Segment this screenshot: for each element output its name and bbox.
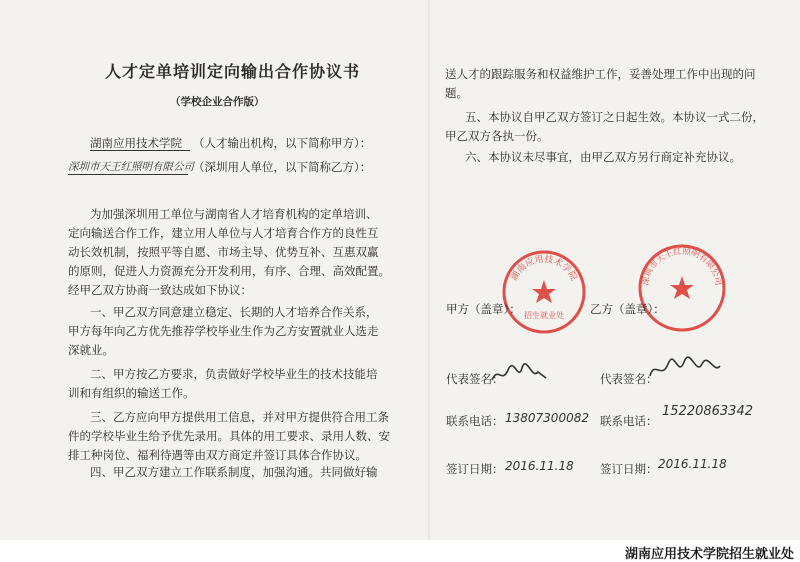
party-b-phone-label: 联系电话：	[600, 414, 658, 428]
party-b-name-handwritten: 深圳市天王红照明有限公司	[68, 161, 194, 173]
watermark-text: 湖南应用技术学院招生就业处	[624, 547, 794, 562]
party-b-date-label: 签订日期：	[600, 462, 658, 476]
clause-line: 件的学校毕业生给予优先录用。具体的用工要求、录用人数、安	[68, 429, 390, 443]
party-a-name: 湖南应用技术学院	[90, 136, 190, 151]
party-a-seal	[500, 248, 588, 336]
page-fold-shadow	[428, 0, 431, 540]
svg-text:湖南应用技术学院	[508, 253, 579, 283]
party-b-seal	[636, 242, 728, 334]
intro-line: 经甲乙双方协商一致达成如下协议：	[68, 283, 252, 297]
clause-line: 送人才的跟踪服务和权益维护工作，妥善处理工作中出现的问	[445, 67, 756, 81]
party-b-seal-label: 乙方（盖章）：	[590, 302, 665, 316]
party-b-phone: 15220863342	[662, 404, 753, 419]
clause-line: 排工种岗位、福利待遇等由双方商定并签订具体合作协议。	[68, 448, 367, 462]
intro-line: 为加强深圳用工单位与湖南省人才培育机构的定单培训、	[90, 207, 378, 221]
document-subtitle: （学校企业合作版）	[170, 96, 265, 108]
party-a-signature	[488, 360, 550, 388]
party-a-phone: 13807300082	[505, 411, 589, 425]
party-b-date: 2016.11.18	[658, 457, 727, 471]
clause-line: 甲方每年向乙方优先推荐学校毕业生作为乙方安置就业人选走	[68, 324, 379, 338]
clause-line: 甲乙双方各执一份。	[445, 129, 549, 143]
party-b-rep-label: 代表签名：	[600, 372, 658, 386]
intro-line: 定向输送合作工作，建立用人单位与人才培育合作方的良性互	[68, 226, 379, 240]
intro-line: 动长效机制，按照平等自愿、市场主导、优势互补、互惠双赢	[68, 245, 379, 259]
seal-a-top-text: 湖南应用技术学院	[509, 254, 579, 283]
clause-line: 题。	[445, 86, 468, 100]
clause-line: 训和有组织的输送工作。	[68, 386, 195, 400]
clause-line: 五、本协议自甲乙双方签订之日起生效。本协议一式二份，	[465, 110, 764, 124]
clause-line: 一、甲乙双方同意建立稳定、长期的人才培养合作关系，	[90, 305, 378, 319]
clause-line: 四、甲乙双方建立工作联系制度，加强沟通。共同做好输	[90, 465, 378, 479]
star-icon	[532, 280, 556, 303]
party-a-date-label: 签订日期：	[446, 462, 504, 476]
intro-line: 的原则，促进人力资源充分开发利用，有序、合理、高效配置。	[68, 264, 390, 278]
clause-line: 二、甲方按乙方要求，负责做好学校毕业生的技术技能培	[90, 367, 378, 381]
party-a-phone-label: 联系电话：	[446, 414, 504, 428]
clause-line: 六、本协议未尽事宜，由甲乙双方另行商定补充协议。	[465, 150, 741, 164]
clause-line: 三、乙方应向甲方提供用工信息，并对甲方提供符合用工条	[90, 410, 389, 424]
party-b-role: （深圳用人单位，以下简称乙方）：	[193, 160, 372, 174]
party-b-signature	[646, 352, 724, 386]
party-a-rep-label: 代表签名：	[446, 372, 504, 386]
party-a-seal-label: 甲方（盖章）：	[446, 302, 521, 316]
party-a-date: 2016.11.18	[505, 459, 574, 473]
seal-b-top-text: 深圳市天王红照明有限公司	[640, 246, 724, 287]
seal-a-bottom-text: 招生就业处	[524, 311, 564, 320]
party-a-role: （人才输出机构，以下简称甲方）：	[193, 136, 372, 150]
clause-line: 深就业。	[68, 343, 114, 357]
document-title: 人才定单培训定向输出合作协议书	[105, 62, 361, 81]
star-icon	[670, 276, 694, 299]
